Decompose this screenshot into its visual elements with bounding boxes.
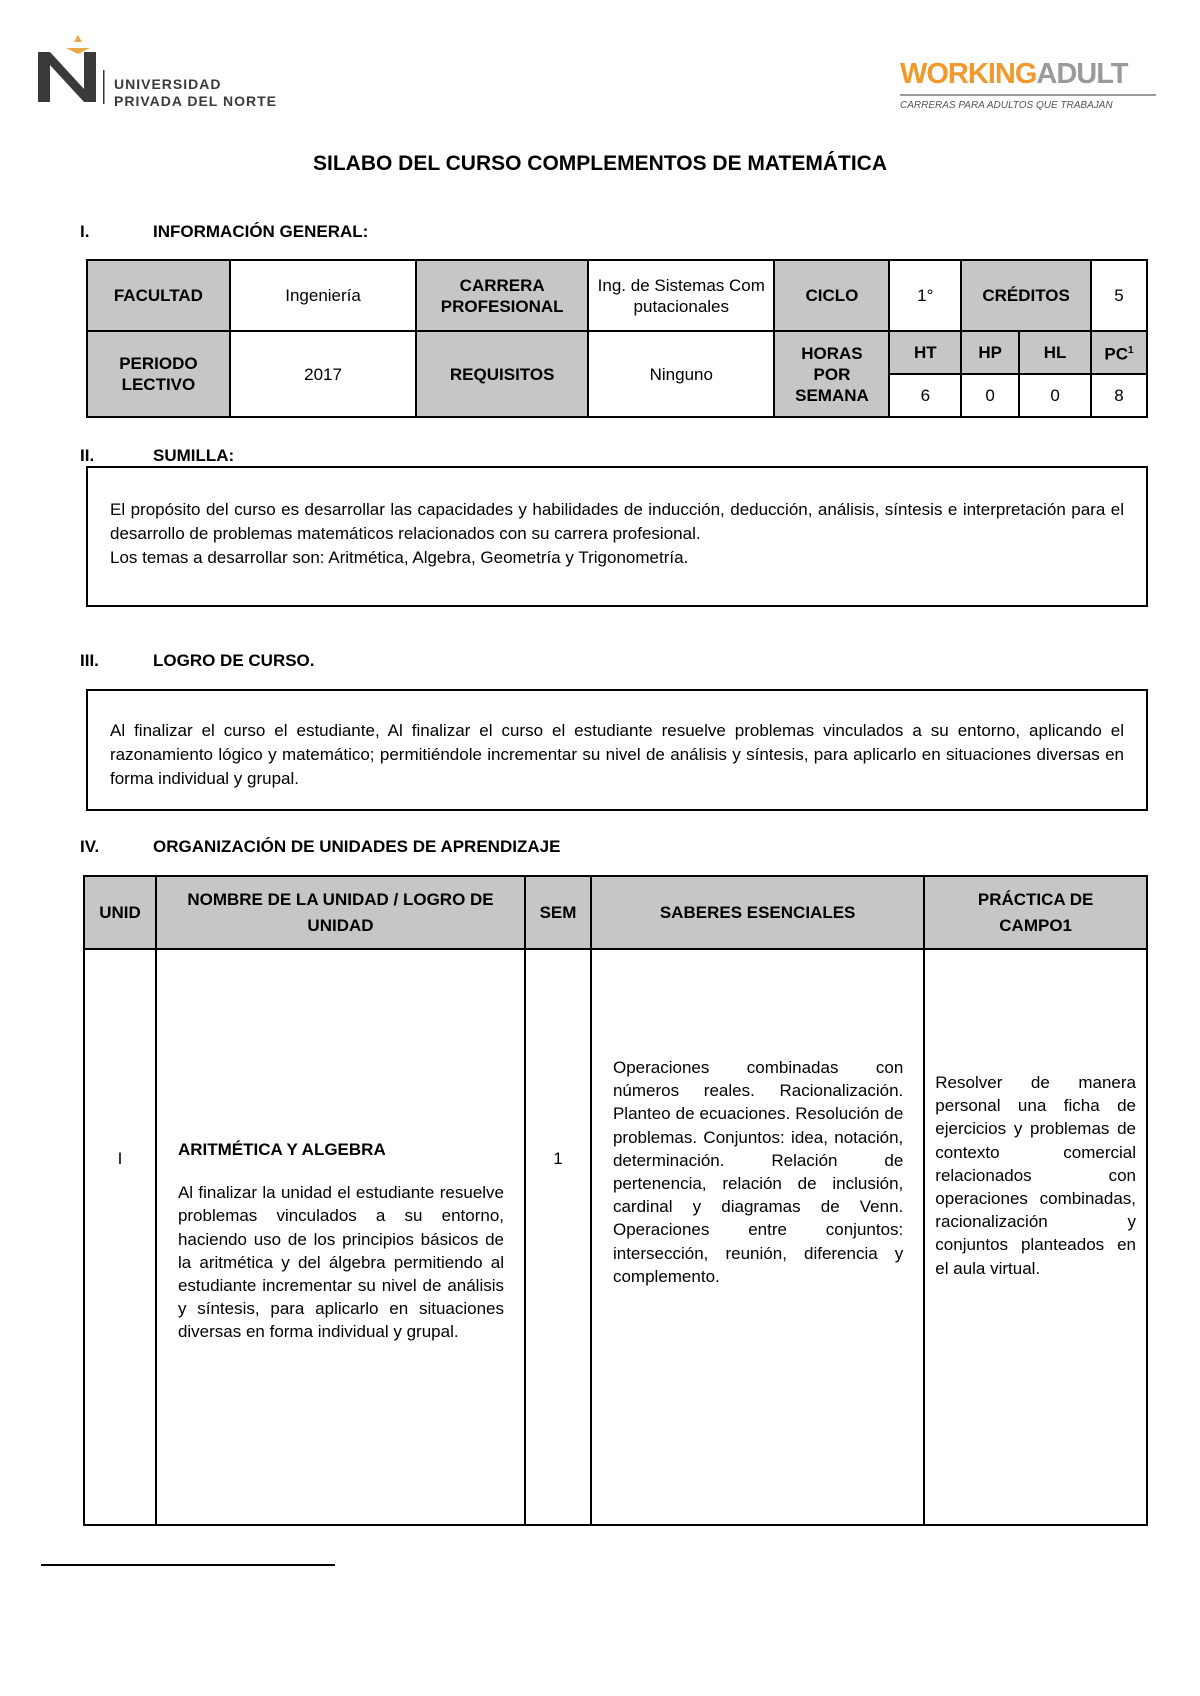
hl-label: HL <box>1019 331 1091 374</box>
header-saberes: SABERES ESENCIALES <box>591 876 924 949</box>
section-1-number: I. <box>80 222 90 241</box>
ciclo-value: 1° <box>889 260 961 331</box>
ht-label: HT <box>889 331 961 374</box>
creditos-value: 5 <box>1091 260 1147 331</box>
section-2-title: SUMILLA: <box>153 446 235 465</box>
ciclo-label: CICLO <box>774 260 889 331</box>
unit-logro: Al finalizar la unidad el estudiante resuelve problemas vinculados a su entorno, haciendo uso de los principios básicos de la aritmética y del álgebra permitiendo al estudiante incrementar su nivel de análisis y síntesis, para aplicarlo en situaciones diversas en forma individual y grupal. <box>177 1183 505 1342</box>
practica-cell <box>924 949 1147 1525</box>
section-3-title: LOGRO DE CURSO. <box>153 651 315 670</box>
creditos-label: CRÉDITOS <box>961 260 1091 331</box>
logro-text: Al finalizar el curso el estudiante, Al finalizar el curso el estudiante resuelve problemas vinculados a su entorno, aplicando el razonamiento lógico y matemático; permitiéndole incrementar su nivel de análisis y síntesis, para aplicarlo en situaciones diversas en forma individual y grupal. <box>110 721 1124 788</box>
carrera-label: CARRERA PROFESIONAL <box>416 260 588 331</box>
section-1-title: INFORMACIÓN GENERAL: <box>153 222 369 241</box>
university-name-line1: UNIVERSIDAD <box>114 76 222 92</box>
periodo-label: PERIODO LECTIVO <box>87 331 230 417</box>
facultad-label: FACULTAD <box>87 260 230 331</box>
requisitos-value: Ninguno <box>588 331 774 417</box>
unit-sem: 1 <box>525 949 591 1525</box>
facultad-value: Ingeniería <box>230 260 416 331</box>
units-table <box>83 875 1148 1526</box>
horas-label: HORAS POR SEMANA <box>774 331 889 417</box>
periodo-value: 2017 <box>230 331 416 417</box>
header-practica: PRÁCTICA DE CAMPO1 <box>924 876 1147 949</box>
ht-value: 6 <box>889 374 961 417</box>
header-nombre: NOMBRE DE LA UNIDAD / LOGRO DE UNIDAD <box>156 876 525 949</box>
unit-saberes: Operaciones combinadas con números reales. Racionalización. Planteo de ecuaciones. Resolución de problemas. Conjuntos: idea, notación, determinación. Relación de pertenencia, relación de inclusión, cardinal y diagramas de Venn. Operaciones entre conjuntos: intersección, reunión, diferencia y complemento. <box>612 1058 904 1286</box>
header-sem: SEM <box>525 876 591 949</box>
unit-number: I <box>84 949 156 1525</box>
upn-logo <box>36 30 306 115</box>
sumilla-paragraph-2: Los temas a desarrollar son: Aritmética, Algebra, Geometría y Trigonometría. <box>110 548 689 567</box>
workingadult-wordmark <box>900 58 1127 91</box>
table-row <box>84 949 1147 1525</box>
university-name-line2: PRIVADA DEL NORTE <box>114 93 277 109</box>
sumilla-box <box>86 466 1148 607</box>
logro-box <box>86 689 1148 811</box>
pc-label: PC <box>1104 344 1129 364</box>
unit-name-cell <box>156 949 525 1525</box>
section-2-number: II. <box>80 446 95 465</box>
pc-value: 8 <box>1091 374 1147 417</box>
general-info-table <box>86 259 1148 418</box>
section-4-number: IV. <box>80 837 100 856</box>
saberes-cell <box>591 949 924 1525</box>
requisitos-label: REQUISITOS <box>416 331 588 417</box>
unit-title: ARITMÉTICA Y ALGEBRA <box>177 1140 386 1159</box>
section-4-title: ORGANIZACIÓN DE UNIDADES DE APRENDIZAJE <box>153 837 561 856</box>
pc-label-cell <box>1091 331 1147 374</box>
document-title: SILABO DEL CURSO COMPLEMENTOS DE MATEMÁTICA <box>312 152 887 175</box>
wa-word-adult: ADULT <box>1036 58 1128 90</box>
sumilla-paragraph-1: El propósito del curso es desarrollar las capacidades y habilidades de inducción, deducción, análisis, síntesis e interpretación para el desarrollo de problemas matemáticos relacionados con su carrera profesional. <box>110 500 1124 543</box>
workingadult-logo <box>900 58 1162 118</box>
footnote-separator <box>41 1564 335 1566</box>
pc-footnote-marker: 1 <box>1128 345 1134 357</box>
hl-value: 0 <box>1019 374 1091 417</box>
wa-tagline: CARRERAS PARA ADULTOS QUE TRABAJAN <box>900 100 1113 111</box>
hp-label: HP <box>961 331 1019 374</box>
carrera-value: Ing. de Sistemas Computacionales <box>588 260 774 331</box>
wa-divider <box>900 94 1156 96</box>
hp-value: 0 <box>961 374 1019 417</box>
header-unid: UNID <box>84 876 156 949</box>
wa-word-working: WORKING <box>900 58 1037 90</box>
section-3-number: III. <box>80 651 99 670</box>
unit-practica: Resolver de manera personal una ficha de ejercicios y problemas de contexto comercial relacionados con operaciones combinadas, racionalización y conjuntos planteados en el aula virtual. <box>935 1073 1136 1278</box>
